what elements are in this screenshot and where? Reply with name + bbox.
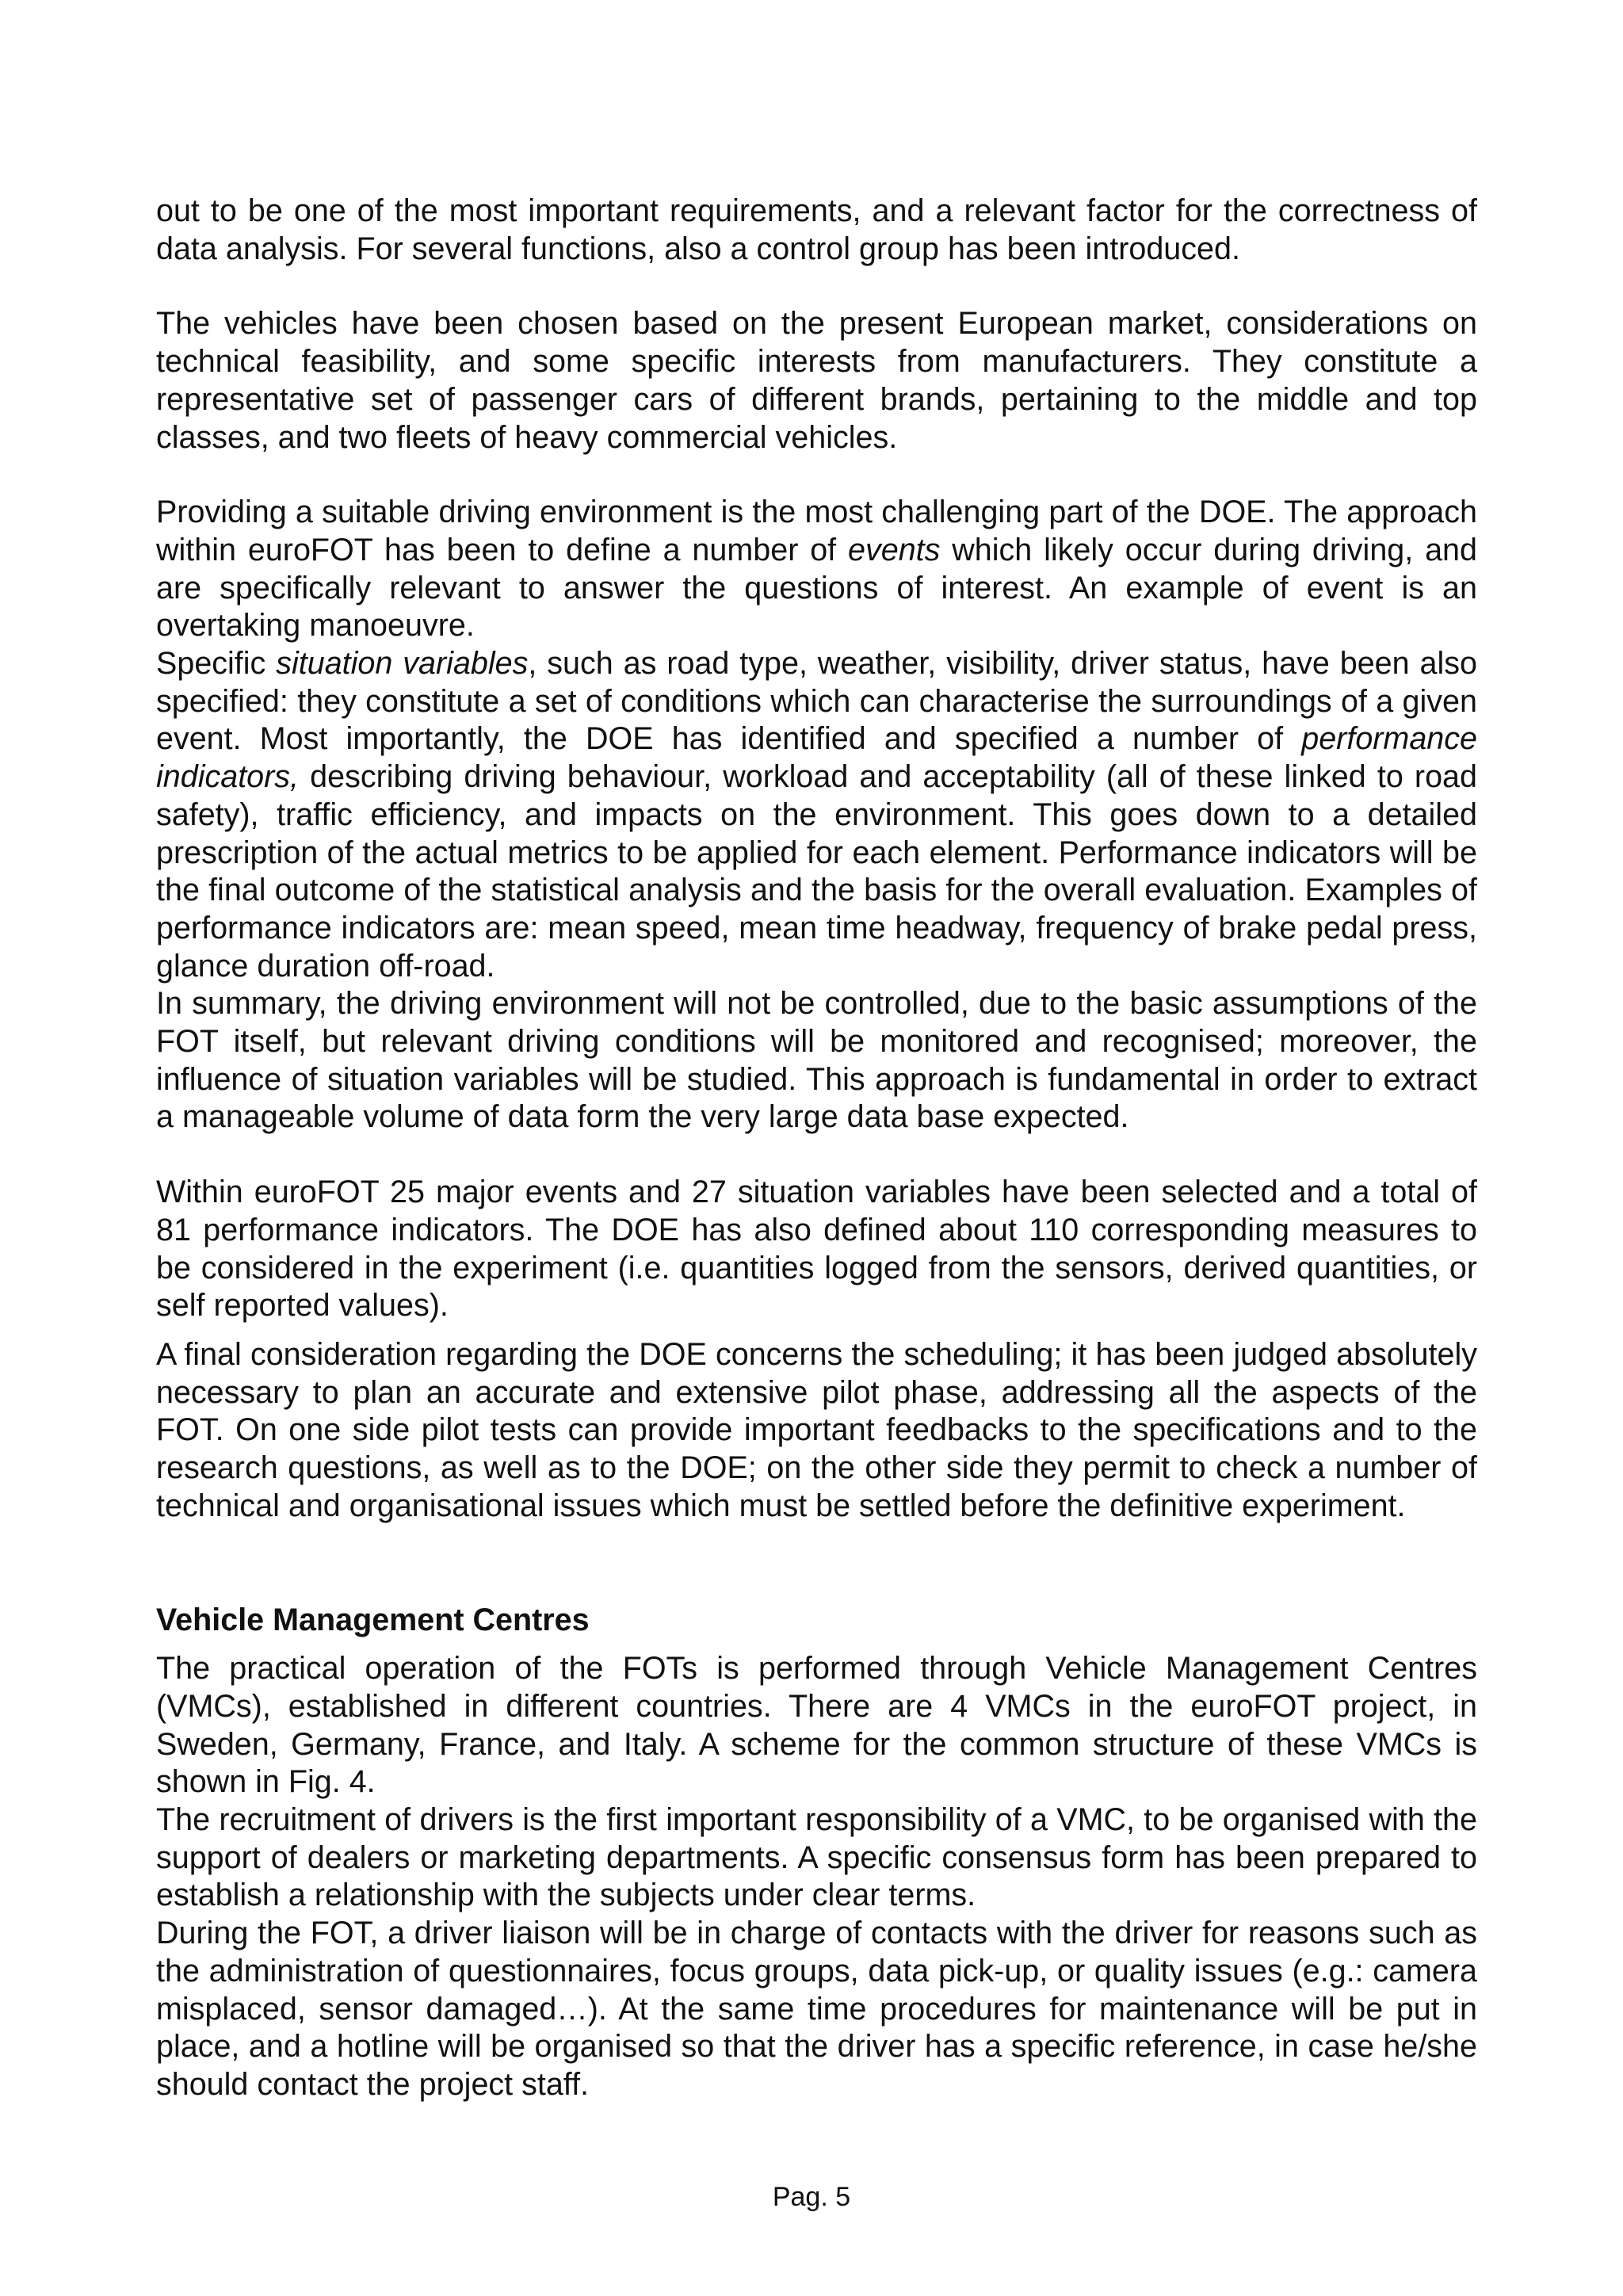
document-page (156, 193, 1477, 2104)
text-run: describing driving behaviour, workload and acceptability (all of these linked to road safety), traffic efficiency, and impacts on the environment. This goes down to a detailed prescription of the actual metrics to be applied for each element. Performance indicators will be the final outcome of the statistical analysis and the basis for the overall evaluation. Examples of performance indicators are: mean speed, mean time headway, frequency of brake pedal press, glance duration off-road. (156, 759, 1477, 984)
paragraph-driving-environment (156, 494, 1477, 645)
paragraph-driver-liaison: During the FOT, a driver liaison will be in charge of contacts with the driver for reasons such as the administration of questionnaires, focus groups, data pick-up, or quality issues (e.g.: camera misplaced, sensor damaged…). At the same time procedures for maintenance will be put in place, and a hotline will be organised so that the driver has a specific reference, in case he/she should contact the project staff. (156, 1916, 1477, 2102)
text-run: which likely occur during driving, and are specifically relevant to answer the questions of interest. An example of event is an overtaking manoeuvre. (156, 532, 1477, 644)
text-run: Specific (156, 646, 277, 682)
paragraph-vmc-operation: The practical operation of the FOTs is performed through Vehicle Management Centres (VMCs), established in different countries. There are 4 VMCs in the euroFOT project, in Sweden, Germany, France, and Italy. A scheme for the common structure of these VMCs is shown in Fig. 4. (156, 1651, 1477, 1800)
emphasis-performance-indicators: performance indicators, (156, 721, 1477, 795)
paragraph-situation-variables (156, 645, 1477, 985)
emphasis-events: events (848, 532, 941, 567)
paragraph-eurofot-counts: Within euroFOT 25 major events and 27 situation variables have been selected and a total of 81 performance indicators. The DOE has also defined about 110 corresponding measures to be considered in the experiment (i.e. quantities logged from the sensors, derived quantities, or self reported values). (156, 1175, 1477, 1324)
paragraph-data-analysis: out to be one of the most important requirements, and a relevant factor for the correctness of data analysis. For several functions, also a control group has been introduced. (156, 193, 1477, 266)
text-run: Providing a suitable driving environment is the most challenging part of the DOE. The approach within euroFOT has been to define a number of (156, 495, 1477, 567)
paragraph-vehicles: The vehicles have been chosen based on the present European market, considerations on technical feasibility, and some specific interests from manufacturers. They constitute a representative set of passenger cars of different brands, pertaining to the middle and top classes, and two fleets of heavy commercial vehicles. (156, 306, 1477, 455)
paragraph-driver-recruitment: The recruitment of drivers is the first important responsibility of a VMC, to be organised with the support of dealers or marketing departments. A specific consensus form has been prepared to establish a relationship with the subjects under clear terms. (156, 1802, 1477, 1913)
page-number: Pag. 5 (772, 2182, 851, 2212)
paragraph-summary: In summary, the driving environment will not be controlled, due to the basic assumptions of the FOT itself, but relevant driving conditions will be monitored and recognised; moreover, the influence of situation variables will be studied. This approach is fundamental in order to extract a manageable volume of data form the very large data base expected. (156, 986, 1477, 1135)
emphasis-situation-variables: situation variables (276, 646, 529, 682)
paragraph-scheduling: A final consideration regarding the DOE concerns the scheduling; it has been judged absolutely necessary to plan an accurate and extensive pilot phase, addressing all the aspects of the FOT. On one side pilot tests can provide important feedbacks to the specifications and to the research questions, as well as to the DOE; on the other side they permit to check a number of technical and organisational issues which must be settled before the definitive experiment. (156, 1336, 1477, 1523)
section-heading: Vehicle Management Centres (156, 1602, 590, 1637)
text-run: , such as road type, weather, visibility, driver status, have been also specified: they constitute a set of conditions which can characterise the surroundings of a given event. Most importantly, the DOE has identified and specified a number of (156, 646, 1477, 757)
